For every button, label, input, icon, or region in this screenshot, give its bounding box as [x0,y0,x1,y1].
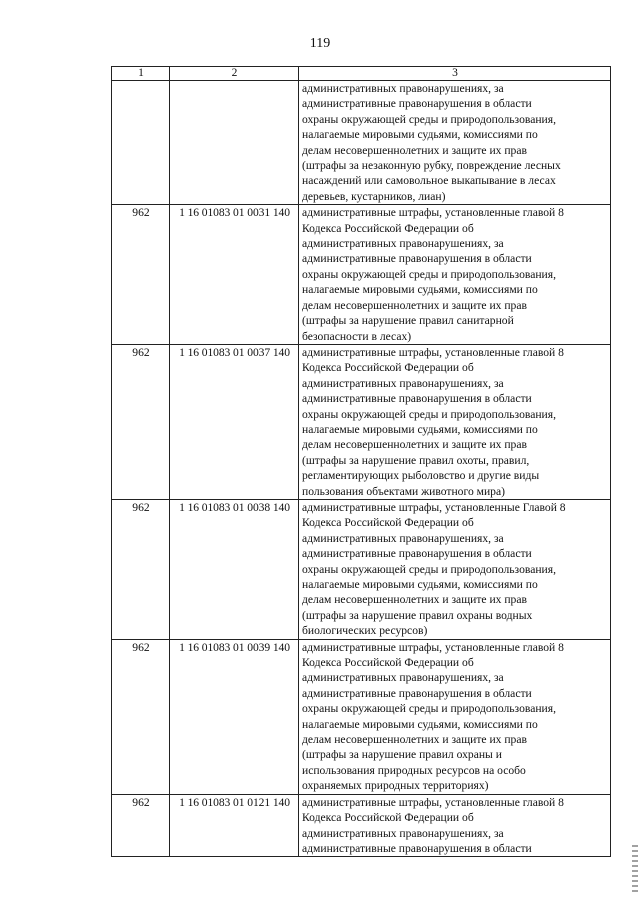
description-cell [299,639,611,794]
description-line: административных правонарушениях, за [302,82,504,95]
description-line: (штрафы за нарушение правил охраны водных [302,608,533,622]
admin-code-cell: 962 [112,499,170,639]
scan-edge-mark [632,845,638,893]
description-line: административные правонарушения в области [302,841,532,855]
admin-code-cell: 962 [112,205,170,345]
budget-classification-code-cell: 1 16 01083 01 0039 140 [170,639,299,794]
description-line: охраны окружающей среды и природопользования, [302,562,556,576]
description-line: (штрафы за незаконную рубку, повреждение лесных [302,159,561,173]
description-line: административные штрафы, установленные главой 8 [302,640,564,654]
budget-classification-code-cell: 1 16 01083 01 0038 140 [170,499,299,639]
table-row [112,81,611,205]
table-row [112,205,611,345]
description-line: охраны окружающей среды и природопользования, [302,112,556,126]
budget-code-table [111,66,611,857]
table-body [112,81,611,857]
description-line: административные правонарушения в области [302,686,532,700]
description-line: охраны окружающей среды и природопользования, [302,267,556,281]
description-line: административные штрафы, установленные главой 8 [302,345,564,359]
description-line: административные штрафы, установленные Главой 8 [302,500,566,514]
description-line: использования природных ресурсов на особо [302,763,526,777]
description-line: делам несовершеннолетних и защите их прав [302,143,527,157]
header-col-3: 3 [299,67,611,81]
header-col-2: 2 [170,67,299,81]
description-line: (штрафы за нарушение правил охраны и [302,748,502,762]
description-line: административные правонарушения в области [302,547,532,561]
admin-code-cell [112,81,170,205]
budget-classification-code-cell [170,81,299,205]
description-line: безопасности в лесах) [302,329,412,343]
budget-classification-code-cell: 1 16 01083 01 0121 140 [170,794,299,857]
description-line: административные правонарушения в области [302,392,532,406]
description-line: (штрафы за нарушение правил санитарной [302,314,514,328]
description-line: Кодекса Российской Федерации об [302,361,474,375]
description-line: биологических ресурсов) [302,624,428,638]
description-line: Кодекса Российской Федерации об [302,221,474,235]
description-line: налагаемые мировыми судьями, комиссиями по [302,578,538,591]
description-line: налагаемые мировыми судьями, комиссиями по [302,128,538,142]
description-line: административные штрафы, установленные главой 8 [302,206,564,220]
description-cell [299,344,611,499]
description-line: делам несовершеннолетних и защите их прав [302,593,527,607]
description-line: административных правонарушениях, за [302,376,504,390]
description-line: административные правонарушения в области [302,252,532,266]
admin-code-cell: 962 [112,794,170,857]
description-line: охраняемых природных территориях) [302,779,489,793]
page-number: 119 [309,36,331,51]
table-row [112,639,611,794]
description-line: Кодекса Российской Федерации об [302,656,474,670]
description-cell [299,81,611,205]
description-line: деревьев, кустарников, лиан) [302,189,446,203]
admin-code-cell: 962 [112,344,170,499]
description-line: Кодекса Российской Федерации об [302,811,474,825]
description-line: охраны окружающей среды и природопользования, [302,702,556,716]
description-line: налагаемые мировыми судьями, комиссиями по [302,283,538,297]
description-line: административные штрафы, установленные главой 8 [302,795,564,809]
description-line: насаждений или самовольное выкапывание в лесах [302,174,556,188]
description-line: административных правонарушениях, за [302,531,504,545]
description-line: налагаемые мировыми судьями, комиссиями по [302,422,538,436]
budget-classification-code-cell: 1 16 01083 01 0031 140 [170,205,299,345]
description-line: делам несовершеннолетних и защите их прав [302,298,527,312]
description-line: (штрафы за нарушение правил охоты, правил, [302,453,530,467]
description-cell [299,205,611,345]
description-line: пользования объектами животного мира) [302,484,505,498]
description-cell [299,499,611,639]
description-line: административных правонарушениях, за [302,237,504,251]
description-line: делам несовершеннолетних и защите их прав [302,438,527,452]
description-line: регламентирующих рыболовство и другие виды [302,469,540,483]
description-line: Кодекса Российской Федерации об [302,516,474,530]
description-line: административных правонарушениях, за [302,826,504,840]
description-line: налагаемые мировыми судьями, комиссиями по [302,717,538,731]
description-line: делам несовершеннолетних и защите их прав [302,733,527,747]
description-line: административные правонарушения в области [302,97,532,111]
table-row [112,499,611,639]
budget-classification-code-cell: 1 16 01083 01 0037 140 [170,344,299,499]
table-header [112,67,611,81]
admin-code-cell: 962 [112,639,170,794]
description-line: охраны окружающей среды и природопользования, [302,407,556,421]
description-cell [299,794,611,857]
table-row [112,344,611,499]
header-col-1: 1 [112,67,170,81]
description-line: административных правонарушениях, за [302,671,504,685]
header-row [112,67,611,81]
table-row [112,794,611,857]
